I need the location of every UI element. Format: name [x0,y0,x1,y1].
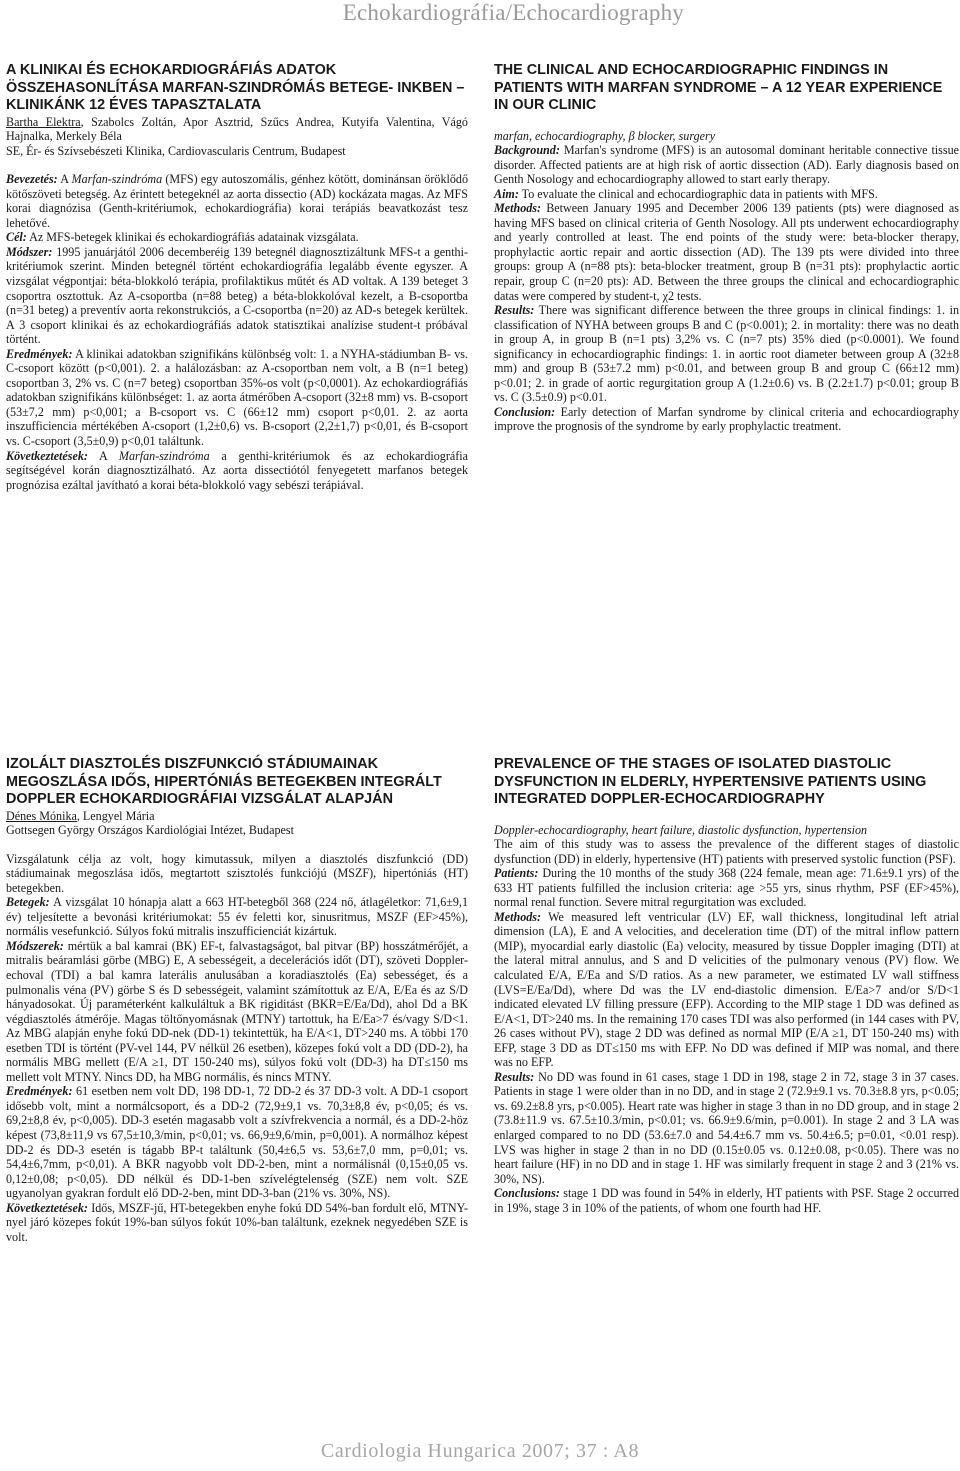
section-label: Következtetések: [6,448,88,463]
body-text: 61 esetben nem volt DD, 198 DD-1, 72 DD-2 és 37 DD-3 volt. A DD-1 csoport idősebb volt, mint a normálcsoport, és a DD-2 (72,9±9,1 vs. 70,3±8,8 év, p<0,05; és vs. 69,2±8,8 év, p<0,005). DD-3 esetén magasabb volt a szívfrekvencia a normál, és a DD-2-höz képest (73,8±11,9 vs 67,5±10,3/min, p<0,01; vs. 66,9±9,6/min, p=0,001). A normálhoz képest DD-2 és DD-3 esetén is tágabb BP-t találtunk (50,4±6,5 vs. 53,6±7,0 mm, p=0,01; vs. 54,4±6,7mm, p<0,01). A BKR nagyobb volt DD-2-ben, mint a normálisnál (0,15±0,05 vs. 0,12±0,08; p<0,05). DD nélkül és DD-1-ben szívelégtelenség (SZE) nem volt. SZE ugyanolyan gyakran fordult elő DD-2-ben, mint DD-3-ban (21% vs. 30%, NS). [6,1084,468,1201]
body-text: a genthi-kritériumok és az echokardiográfia segítségével korán diagnosztizálható. Az aorta dissectiótól fenyegetett marfanos betegek prognózisa ezáltal javítható a korai béta-blokkoló vagy sebészi terápiával. [6,448,468,492]
section-label: Methods: [494,201,542,216]
body-text-italic: Marfan-szindróma [118,448,210,463]
section-label: Bevezetés: [6,172,58,187]
section-header: Echokardiográfia/Echocardiography [342,0,684,25]
section-label: Betegek: [6,895,50,910]
section-label: Patients: [494,866,539,881]
body-text: During the 10 months of the study 368 (224 female, mean age: 71.6±9.1 yrs) of the 633 HT patients fulfilled the inclusion criteria: age >55 yrs, sinus rhythm, PSF (EF>45%), normal renal function. Severe mitral regurgitation was excluded. [494,866,959,910]
section-label: Cél: [6,230,27,245]
section-label: Következtetések: [6,1200,88,1215]
body-text: Marfan's syndrome (MFS) is an autosomal dominant heritable connective tissue disorder. Affected patients are at high risk of aortic dissection (AD). Early diagnosis based on Genth Nosology and echocardiography allowed to start early therapy. [494,143,959,187]
results-paragraph [494,1070,959,1186]
conclusion-paragraph [6,449,468,493]
body-text: 1995 januárjától 2006 decemberéig 139 betegnél diagnosztizáltunk MFS-t a genthi-kritériumok szerint. Minden betegnél történt echokardiográfia legalább évente egyszer. A vizsgálat végpontjai: béta-blokkoló terápia, profilaktikus műtét és AD voltak. A 139 beteget 3 csoportra osztottuk. Az A-csoportba (n=88 beteg) a béta-blokkolóval kezelt, a B-csoportba (n=31 beteg) a preventív aorta rekonstrukciós, a C-csoportba (n=20) az AD-s betegek kerültek. A 3 csoport klinikai és az echokardiográfiás adatok statisztikai analízise student-t próbával történt. [6,244,468,347]
body-text: mértük a bal kamrai (BK) EF-t, falvastagságot, bal pitvar (BP) hosszátmérőjét, a mitralis beáramlási görbe (MBG) E, A sebességeit, a decelerációs időt (DT), szöveti Doppler-echoval (TDI) a bal kamra laterális anulusában a koradiasztolés (Ea) sebességet, és a pulmonalis véna (PV) görbe S és D sebességeit, valamint számítottuk az E/A, E/Ea és az S/D hányadosokat. Új paraméterként kalkuláltuk a BK rigiditást (BKR=E/Ea/Dd), ahol Dd a BK végdiasztolés átmérője. Magas töltőnyomásnak (MTNY) tartottuk, ha E/Ea>7 és/vagy S/D<1. Az MBG alapján enyhe fokú DD-nek (DD-1) tekintettük, ha E/A<1, DT>240 ms. A többi 170 esetben TDI is történt (PV-vel 144, PV nélkül 26 esetben), közepes fokú volt a DD (DD-2), ha normális MBG mellett (E/A ≥1, DT 150-240 ms), súlyos fokú volt (DD-3) ha DT≤150 ms mellett volt MTNY. Nincs DD, ha MBG normális, és nincs MTNY. [6,938,468,1084]
aim-paragraph [6,230,468,245]
conclusion-paragraph [494,405,959,434]
methods-paragraph [494,201,959,303]
methods-paragraph [6,245,468,347]
body-text: Between January 1995 and December 2006 139 patients (pts) were diagnosed as having MFS based on clinical criteria of Genth Nosology. All pts underwent echocardiography and yearly controlled at least. The end points of the study were: beta-blocker therapy, prophylactic aortic repair and aortic dissection (AD). The 139 pts were divided into three groups: group A (n=88 pts): beta-blocker treatment, group B (n=31 pts): prophylactic aortic repair, group C (n=20 pts): AD. Between the three groups the clinical and echocardiographic datas were compered by student-t, χ2 tests. [494,201,959,303]
author-list [6,115,468,144]
results-paragraph [494,303,959,405]
background-paragraph [494,143,959,187]
patients-paragraph [6,895,468,939]
aim-paragraph [494,187,959,202]
conclusion-paragraph [6,1201,468,1245]
abstract-1-hungarian [6,62,468,492]
body-text: Az MFS-betegek klinikai és echokardiográfiás adatainak vizsgálata. [26,230,359,245]
abstract-1-english [494,62,959,434]
presenting-author: Bartha Elektra [6,114,81,129]
institution: Gottsegen György Országos Kardiológiai Intézet, Budapest [6,823,294,838]
introduction-paragraph [6,172,468,230]
journal-footer: Cardiologia Hungarica 2007; 37 : A8 [320,1440,640,1462]
presenting-author: Dénes Mónika [6,808,77,823]
patients-paragraph [494,866,959,910]
body-text: Early detection of Marfan syndrome by clinical criteria and echocardiography improve the prognosis of the syndrome by early prophylactic treatment. [494,404,959,434]
body-text: (MFS) egy autoszomális, génhez kötött, dominánsan öröklődő kötőszöveti betegség. Az érintett betegeknél az aorta dissectio (AD) kockázata magas. Az MFS korai diagnózisa (Genth-kritériumok, echokardiográfia) korai terápiás beavatkozást tesz lehetővé. [6,172,469,230]
abstract-title: THE CLINICAL AND ECHOCARDIOGRAPHIC FINDINGS IN PATIENTS WITH MARFAN SYNDROME – A 12 YEAR EXPERIENCE IN OUR CLINIC [494,62,943,113]
body-text: To evaluate the clinical and echocardiographic data in patients with MFS. [518,186,878,201]
keywords: Doppler-echocardiography, heart failure, diastolic dysfunction, hypertension [494,822,868,837]
keywords: marfan, echocardiography, β blocker, surgery [494,128,716,143]
co-authors: , Lengyel Mária [76,808,155,823]
section-label: Results: [494,303,535,318]
abstract-title: IZOLÁLT DIASZTOLÉS DISZFUNKCIÓ STÁDIUMAINAK MEGOSZLÁSA IDŐS, HIPERTÓNIÁS BETEGEKBEN INTEGRÁLT DOPPLER ECHOKARDIOGRÁFIAI VIZSGÁLAT ALAPJÁN [6,756,442,807]
methods-paragraph [494,910,959,1070]
section-label: Results: [494,1069,535,1084]
introduction-paragraph: The aim of this study was to assess the prevalence of the different stages of diastolic dysfunction (DD) in elderly, hypertensive (HT) patients with preserved systolic function (PSF). [494,837,959,866]
body-text: A [87,448,119,463]
body-text: There was significant difference between the three groups in clinical findings: 1. in classification of NYHA between groups B and C (p<0.001); 2. in mortality: there was no death in group A, in group B (n=1 pts) 3,2% vs. C (n=7 pts) 35% died (p<0.0001). We found significancy in echocardiographic findings: 1. in aortic root diameter between group A (32±8 mm) and group B (53±7.2 mm) p<0.01, and between group B and group C (66±12 mm) p<0.01; 2. in grade of aortic regurgitation group A (1.2±0.6) vs. B (2.2±1.7) p<0.01; group B vs. C (3.5±0.9) p<0.01. [494,303,959,405]
section-label: Módszerek: [6,938,64,953]
body-text: No DD was found in 61 cases, stage 1 DD in 198, stage 2 in 72, stage 3 in 37 cases. Patients in stage 1 were older than in no DD, and in stage 2 (72.9±9.1 vs. 70.3±8.8 yrs, p<0.05; vs. 69.2±8.8 yrs, p<0.005). Heart rate was higher in stage 3 than in no DD group, and in stage 2 (73.8±11.9 vs. 67.5±10.3/min, p<0.01; vs. 66.9±9.6/min, p=0.001). In stage 2 and 3 LA was enlarged compared to no DD (53.6±7.0 and 54.4±6.7 mm vs. 50.4±6.5; p=0.01, <0.01 resp). LVS was higher in stage 2 than in no DD (0.15±0.05 vs. 0.12±0.08, p<0.05). There was no heart failure (HF) in no DD and in stage 1. HF was similarly frequent in stage 2 and 3 (21% vs. 30%, NS). [494,1069,959,1186]
abstract-2-hungarian [6,756,468,1244]
body-text: We measured left ventricular (LV) EF, wall thickness, longitudinal left atrial dimension (LA), E and A velocities, and deceleration time (DT) of the mitral inflow pattern (MIP), myocardial early diastolic (Ea) velocity, measured by tissue Doppler imaging (DTI) at the lateral mitral annulus, and S and D velicities of the pulmonary venous (PV) flow. We calculated E/A, E/Ea and S/D ratios. As a new parameter, we estimated LV wall stiffness (LVS=E/Ea/Dd), where Dd was the LV end-diastolic dimension. E/Ea>7 and/or S/D<1 indicated elevated LV filling pressure (EFP). According to the MIP stage 1 DD was defined as E/A<1, DT>240 ms. In the remaining 170 cases TDI was also performed (in 144 cases with PV, 26 cases without PV), stage 2 DD was defined as normal MIP (E/A ≥1, DT 150-240 ms) with EFP, stage 3 DD as DT≤150 ms with EFP. No DD was defined if MIP was nomal, and there was no EFP. [494,909,959,1070]
institution: SE, Ér- és Szívsebészeti Klinika, Cardiovascularis Centrum, Budapest [6,143,346,158]
methods-paragraph [6,939,468,1084]
abstract-title: A KLINIKAI ÉS ECHOKARDIOGRÁFIÁS ADATOK ÖSSZEHASONLÍTÁSA MARFAN-SZINDRÓMÁS BETEGE- INKBEN – KLINIKÁNK 12 ÉVES TAPASZTALATA [6,62,465,113]
conclusion-paragraph [494,1186,959,1215]
section-label: Conclusion: [494,404,556,419]
abstract-title: PREVALENCE OF THE STAGES OF ISOLATED DIASTOLIC DYSFUNCTION IN ELDERLY, HYPERTENSIVE PATIENTS USING INTEGRATED DOPPLER-ECHOCARDIOGRAPHY [494,756,927,807]
section-label: Methods: [494,909,542,924]
section-label: Eredmények: [6,1084,73,1099]
co-authors: , Szabolcs Zoltán, Apor Asztrid, Szűcs Andrea, Kutyifa Valentina, Vágó Hajnalka, Merkely Béla [6,114,468,144]
body-text: Idős, MSZF-jű, HT-betegekben enyhe fokú DD 54%-ban fordult elő, MTNY-nyel járó közepes fokút 19%-ban súlyos fokút 10%-ban találtunk, ezeknek negyedében SZE is volt. [6,1200,468,1244]
section-label: Conclusions: [494,1186,560,1201]
section-label: Eredmények: [6,346,73,361]
section-label: Módszer: [6,244,53,259]
body-text: A [57,172,72,187]
section-label: Background: [494,143,560,158]
body-text-italic: Marfan-szindróma [71,172,163,187]
body-text: stage 1 DD was found in 54% in elderly, HT patients with PSF. Stage 2 occurred in 19%, stage 3 in 10% of the patients, of whom one fourth had HF. [494,1186,959,1215]
section-label: Aim: [494,186,519,201]
results-paragraph [6,1084,468,1200]
introduction-paragraph: Vizsgálatunk célja az volt, hogy kimutassuk, milyen a diasztolés diszfunkció (DD) stádiumainak megoszlása idős, megtartott szisztolés funkciójú (MSZF), hipertóniás (HT) betegekben. [6,851,468,895]
results-paragraph [6,347,468,449]
author-list [6,809,468,824]
abstract-2-english [494,756,959,1215]
body-text: A klinikai adatokban szignifikáns különbség volt: 1. a NYHA-stádiumban B- vs. C-csoport között (p<0,001). 2. a halálozásban: az A-csoportban nem volt, a B (n=1 beteg) csoportban 3, 2% vs. C (n=7 beteg) csoportban 35%-os volt (p<0,0001). Az echokardiográfiás adatokban szignifikáns különbséget: 1. az aorta átmérőben A-csoport (32±8 mm) vs. B-csoport (53±7,2 mm) p<0,001; a B-csoport vs. C (66±12 mm) csoport p<0,01. 2. az aorta inszufficiencia mértékében A-csoport (1,2±0,6) vs. B-csoport (2,2±1,7) p<0,01, és B-csoport vs. C-csoport (3,5±0,9) p<0,01 találtunk. [6,346,468,448]
body-text: A vizsgálat 10 hónapja alatt a 663 HT-betegből 368 (224 nő, átlagéletkor: 71,6±9,1 év) teljesítette a bevonási kritériumokat: 55 év feletti kor, sinusritmus, MSZF (EF>45%), normális vesefunkció. Súlyos fokú mitralis inszufficienciát kizártuk. [6,895,468,939]
